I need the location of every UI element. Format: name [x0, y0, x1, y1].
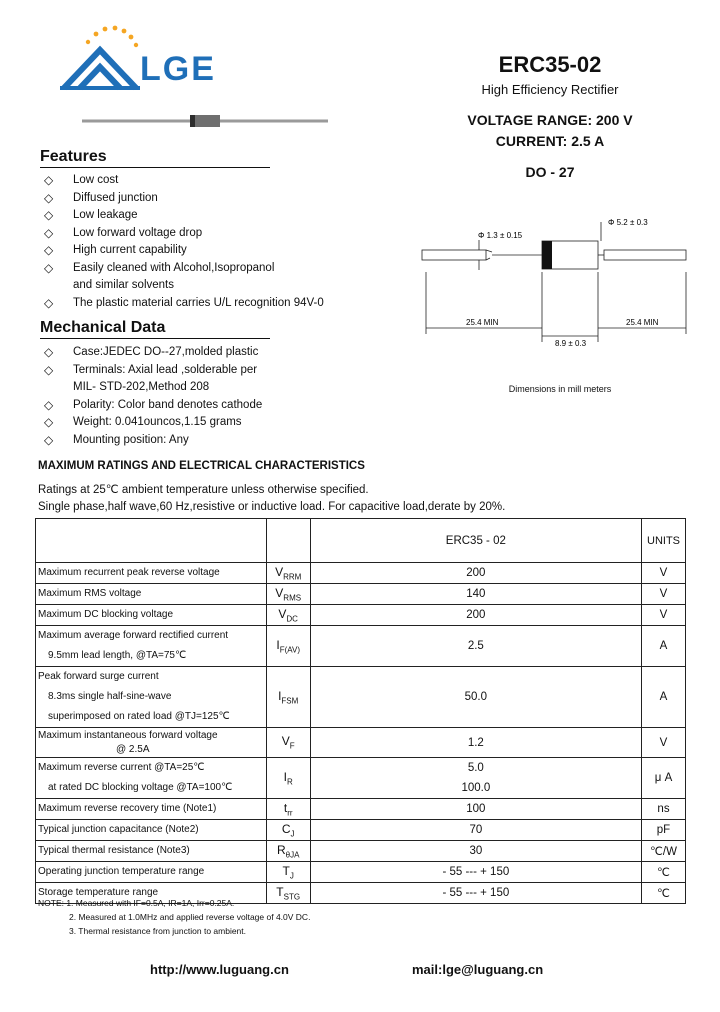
unit-cell: ℃/W — [642, 841, 686, 862]
subtitle: High Efficiency Rectifier — [481, 82, 619, 97]
table-row — [36, 758, 686, 799]
symbol-cell: $T_J$ — [266, 862, 310, 883]
part-number: ERC35-02 — [498, 52, 602, 77]
value-cell: 100 — [310, 799, 641, 820]
param-cell: Storage temperature range — [36, 883, 267, 904]
table-row — [36, 862, 686, 883]
diamond-icon: ◇ — [44, 208, 54, 222]
ratings-title: MAXIMUM RATINGS AND ELECTRICAL CHARACTERISTICS — [38, 460, 365, 472]
voltage-range: VOLTAGE RANGE: 200 V — [467, 112, 633, 128]
list-item: ◇ Case:JEDEC DO--27,molded plastic — [44, 344, 262, 362]
table-cell — [266, 519, 310, 563]
note-3: 3. Thermal resistance from junction to ambient. — [69, 926, 247, 936]
param-cell: Maximum RMS voltage — [36, 584, 267, 605]
param-cell: Maximum reverse recovery time (Note1) — [36, 799, 267, 820]
symbol-cell: $I_{F(AV)}$ — [266, 626, 310, 667]
value-cell: 1.2 — [310, 728, 641, 758]
lead-diameter-label: Φ 1.3 ± 0.15 — [478, 231, 523, 240]
value-cell: 70 — [310, 820, 641, 841]
value-cell: 200 — [310, 605, 641, 626]
features-title: Features — [40, 148, 270, 168]
table-row — [36, 799, 686, 820]
param-cell: Maximum DC blocking voltage — [36, 605, 267, 626]
unit-cell: A — [642, 667, 686, 728]
table-row — [36, 728, 686, 758]
ratings-table — [35, 518, 686, 904]
diamond-icon: ◇ — [44, 345, 54, 359]
list-item: ◇ Weight: 0.041ouncos,1.15 grams — [44, 414, 262, 432]
value-cell: 50.0 — [310, 667, 641, 728]
symbol-cell: $V_{RMS}$ — [266, 584, 310, 605]
value-cell: 30 — [310, 841, 641, 862]
column-units: UNITS — [642, 519, 686, 563]
param-cell: Operating junction temperature range — [36, 862, 267, 883]
value-cell: - 55 --- + 150 — [310, 862, 641, 883]
symbol-cell: $V_{RRM}$ — [266, 563, 310, 584]
unit-cell: V — [642, 584, 686, 605]
list-item: ◇ Mounting position: Any — [44, 432, 262, 450]
list-item: ◇ Easily cleaned with Alcohol,Isopropanol and similar solvents — [44, 260, 275, 291]
unit-cell: ns — [642, 799, 686, 820]
value-cell: 200 — [310, 563, 641, 584]
symbol-cell: $C_J$ — [266, 820, 310, 841]
param-cell: Maximum instantaneous forward voltage @ 2.5A — [36, 728, 267, 758]
mechanical-list — [44, 344, 262, 449]
diamond-icon: ◇ — [44, 415, 54, 429]
website-link[interactable]: http://www.luguang.cn — [150, 962, 289, 977]
diamond-icon: ◇ — [44, 173, 54, 187]
unit-cell: A — [642, 626, 686, 667]
table-row — [36, 563, 686, 584]
dimension-drawing — [418, 212, 690, 352]
diamond-icon: ◇ — [44, 190, 54, 205]
param-cell: Typical thermal resistance (Note3) — [36, 841, 267, 862]
list-item: ◇ Low leakage — [44, 207, 324, 225]
diamond-icon: ◇ — [44, 295, 54, 310]
param-cell: Maximum average forward rectified current 9.5mm lead length, @TA=75℃ — [36, 626, 267, 667]
body-length-label: 8.9 ± 0.3 — [555, 339, 587, 348]
table-cell — [36, 519, 267, 563]
list-item: ◇ Polarity: Color band denotes cathode — [44, 397, 262, 415]
unit-cell: ℃ — [642, 862, 686, 883]
table-row — [36, 841, 686, 862]
table-row — [36, 605, 686, 626]
features-list — [44, 172, 324, 312]
unit-cell: V — [642, 728, 686, 758]
value-cell: 140 — [310, 584, 641, 605]
ratings-condition-2: Single phase,half wave,60 Hz,resistive or inductive load. For capacitive load,derate by 20%. — [38, 501, 506, 513]
value-cell: - 55 --- + 150 — [310, 883, 641, 904]
symbol-cell: $I_{FSM}$ — [266, 667, 310, 728]
symbol-cell: $T_{STG}$ — [266, 883, 310, 904]
package-name: DO - 27 — [525, 164, 575, 180]
table-header-row — [36, 519, 686, 563]
dimension-note: Dimensions in mill meters — [508, 384, 612, 394]
param-cell: Maximum reverse current @TA=25℃ at rated DC blocking voltage @TA=100℃ — [36, 758, 267, 799]
column-part-number: ERC35 - 02 — [310, 519, 641, 563]
symbol-cell: $V_{DC}$ — [266, 605, 310, 626]
list-item: ◇ Low forward voltage drop — [44, 225, 324, 243]
left-lead-length-label: 25.4 MIN — [466, 318, 499, 327]
table-row — [36, 820, 686, 841]
unit-cell: ℃ — [642, 883, 686, 904]
email-link[interactable]: mail:lge@luguang.cn — [412, 962, 544, 977]
unit-cell: V — [642, 605, 686, 626]
param-cell: Maximum recurrent peak reverse voltage — [36, 563, 267, 584]
unit-cell: V — [642, 563, 686, 584]
diode-picture — [80, 112, 330, 130]
list-item: ◇ Terminals: Axial lead ,solderable per MIL- STD-202,Method 208 — [44, 362, 258, 393]
logo-text: LGE — [140, 50, 216, 88]
diamond-icon: ◇ — [44, 225, 54, 240]
ratings-condition-1: Ratings at 25℃ ambient temperature unless otherwise specified. — [38, 484, 369, 496]
diamond-icon: ◇ — [44, 397, 54, 412]
symbol-cell: $I_R$ — [266, 758, 310, 799]
symbol-cell: $t_{rr}$ — [266, 799, 310, 820]
right-lead-length-label: 25.4 MIN — [626, 318, 659, 327]
param-cell: Typical junction capacitance (Note2) — [36, 820, 267, 841]
note-2: 2. Measured at 1.0MHz and applied reverse voltage of 4.0V DC. — [69, 912, 311, 922]
unit-cell: pF — [642, 820, 686, 841]
diamond-icon: ◇ — [44, 260, 54, 275]
symbol-cell: $V_F$ — [266, 728, 310, 758]
symbol-cell: $R_{\theta JA}$ — [266, 841, 310, 862]
param-cell: Peak forward surge current 8.3ms single half-sine-wave superimposed on rated load @TJ=125℃ — [36, 667, 267, 728]
diamond-icon: ◇ — [44, 243, 54, 257]
list-item: ◇ The plastic material carries U/L recognition 94V-0 — [44, 295, 324, 313]
current-rating: CURRENT: 2.5 A — [495, 133, 605, 149]
diamond-icon: ◇ — [44, 432, 54, 447]
note-1: NOTE: 1. Measured with IF=0.5A, IR=1A, Irr=0.25A. — [38, 898, 235, 908]
body-diameter-label: Φ 5.2 ± 0.3 — [608, 218, 648, 227]
value-cell: 5.0 100.0 — [310, 758, 641, 799]
table-row — [36, 626, 686, 667]
list-item: ◇ High current capability — [44, 242, 324, 260]
unit-cell: μ A — [642, 758, 686, 799]
value-cell: 2.5 — [310, 626, 641, 667]
diamond-icon: ◇ — [44, 362, 54, 377]
notes — [38, 896, 310, 938]
table-row — [36, 584, 686, 605]
list-item: ◇ Diffused junction — [44, 190, 324, 208]
mechanical-title: Mechanical Data — [40, 319, 270, 339]
list-item: ◇ Low cost — [44, 172, 324, 190]
table-row — [36, 667, 686, 728]
